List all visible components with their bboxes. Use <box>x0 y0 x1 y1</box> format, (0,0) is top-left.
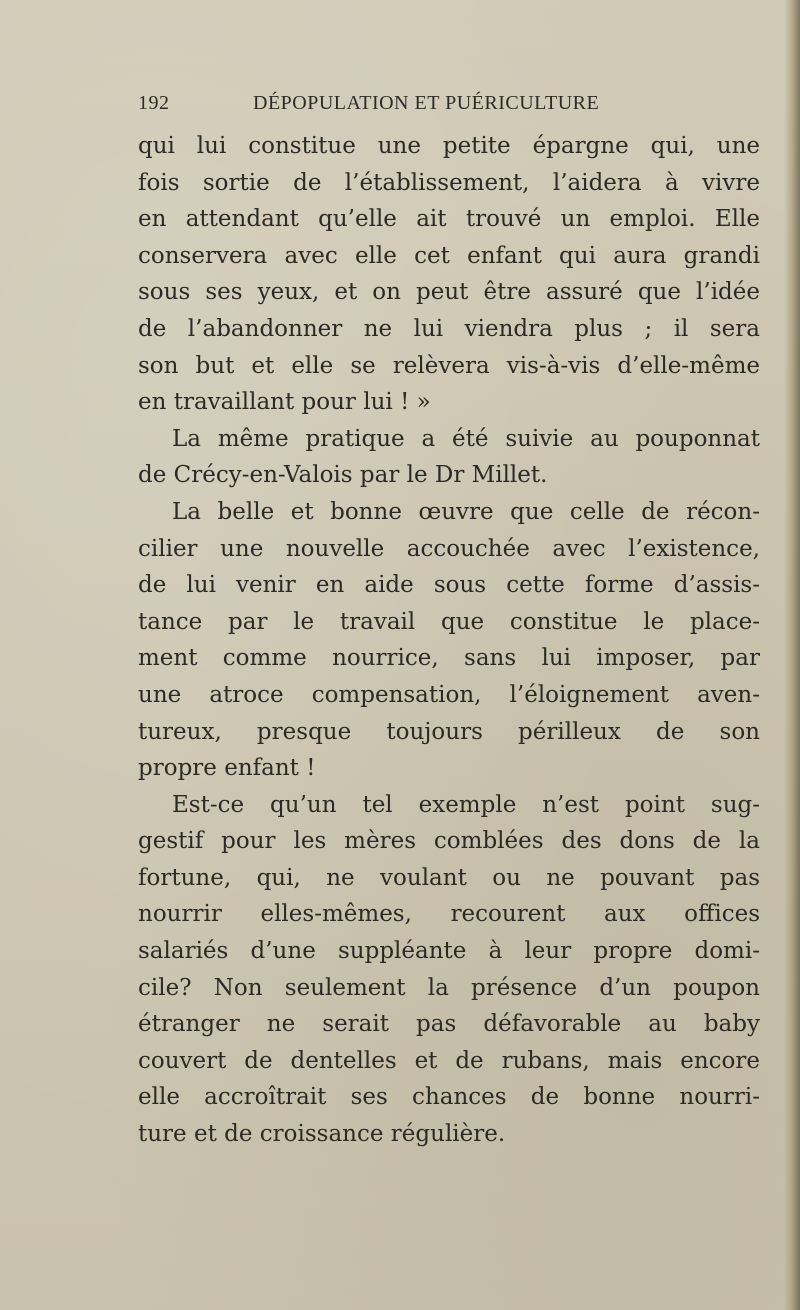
body-text <box>138 128 760 1153</box>
text-line: cilier une nouvelle accouchée avec l’existence, <box>138 535 760 562</box>
text-line: son but et elle se relèvera vis-à-vis d’elle-même <box>138 352 760 379</box>
running-title: DÉPOPULATION ET PUÉRICULTURE <box>253 92 600 114</box>
text-line: elle accroîtrait ses chances de bonne nourri- <box>138 1084 760 1111</box>
text-line: cile? Non seulement la présence d’un poupon <box>138 974 760 1001</box>
text-line: de Crécy-en-Valois par le Dr Millet. <box>138 462 548 489</box>
text-line: La belle et bonne œuvre que celle de récon- <box>172 498 760 525</box>
text-line: propre enfant ! <box>138 755 316 782</box>
text-line: qui lui constitue une petite épargne qui, une <box>138 133 760 159</box>
text-line: couvert de dentelles et de rubans, mais encore <box>138 1047 760 1074</box>
text-line: Est-ce qu’un tel exemple n’est point sug- <box>172 791 760 818</box>
text-line: sous ses yeux, et on peut être assuré que l’idée <box>138 279 760 306</box>
page-number: 192 <box>138 92 170 114</box>
page-edge-shadow <box>784 0 800 1310</box>
text-line: en attendant qu’elle ait trouvé un emploi. Elle <box>138 206 760 233</box>
text-line: tance par le travail que constitue le place- <box>138 608 760 635</box>
text-line: fois sortie de l’établissement, l’aidera à vivre <box>138 169 760 196</box>
text-line: de lui venir en aide sous cette forme d’assis- <box>138 572 760 599</box>
text-line: gestif pour les mères comblées des dons de la <box>138 828 760 855</box>
text-line: La même pratique a été suivie au pouponnat <box>172 425 760 452</box>
text-line: nourrir elles-mêmes, recourent aux offices <box>138 901 760 928</box>
text-line: ture et de croissance régulière. <box>138 1121 506 1148</box>
text-line: étranger ne serait pas défavorable au baby <box>138 1011 760 1038</box>
running-header <box>138 92 658 120</box>
text-line: conservera avec elle cet enfant qui aura grandi <box>138 242 760 269</box>
text-line: de l’abandonner ne lui viendra plus ; il sera <box>138 315 760 342</box>
text-line: en travaillant pour lui ! » <box>138 389 431 416</box>
text-line: une atroce compensation, l’éloignement aven- <box>138 681 760 708</box>
text-line: salariés d’une suppléante à leur propre domi- <box>138 938 760 965</box>
text-line: tureux, presque toujours périlleux de son <box>138 718 760 745</box>
text-line: ment comme nourrice, sans lui imposer, par <box>138 645 760 672</box>
text-line: fortune, qui, ne voulant ou ne pouvant pas <box>138 864 760 891</box>
